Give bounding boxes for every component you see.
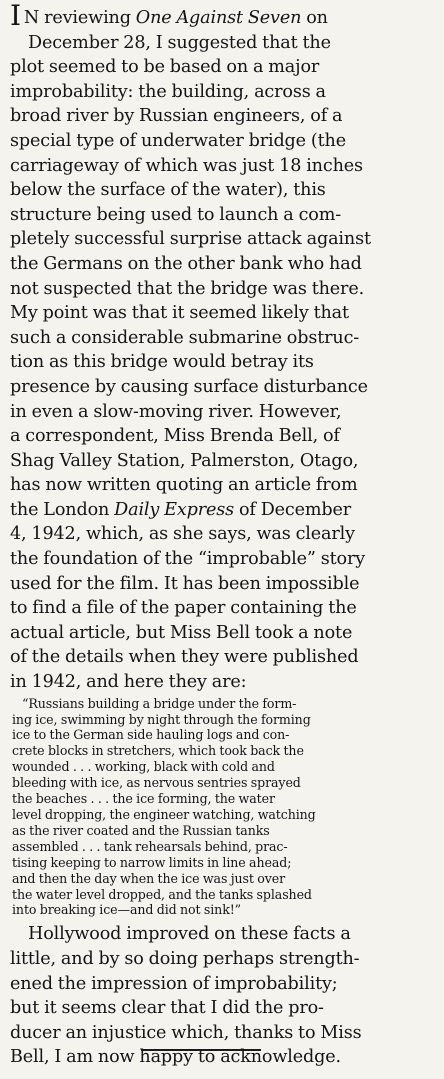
text-line	[10, 947, 440, 972]
text-line	[10, 839, 440, 855]
text-line	[10, 922, 440, 947]
line-text: but it seems clear that I did the pro-	[10, 998, 324, 1019]
text-line	[10, 424, 440, 449]
text-line	[10, 727, 440, 743]
text-line	[10, 871, 440, 887]
text-line	[10, 887, 440, 903]
text-line	[10, 31, 440, 56]
text-line	[10, 522, 440, 547]
line-text: structure being used to launch a com-	[10, 204, 342, 225]
text-line	[10, 227, 440, 252]
line-text: in 1942, and here they are:	[10, 672, 247, 693]
line-text: pletely successful surprise attack against	[10, 229, 371, 250]
line-text: wounded . . . working, black with cold and	[12, 759, 275, 775]
text-line	[10, 104, 440, 129]
line-text: and then the day when the ice was just over	[12, 870, 286, 886]
line-text: as the river coated and the Russian tanks	[12, 822, 270, 838]
text-line	[10, 621, 440, 646]
line-text: the foundation of the “improbable” story	[10, 549, 365, 570]
text-line	[10, 400, 440, 425]
text-line	[10, 178, 440, 203]
line-text: ice to the German side hauling logs and con-	[12, 727, 290, 743]
line-text: used for the film. It has been impossible	[10, 573, 360, 594]
line-text: the water level dropped, and the tanks splashed	[12, 886, 312, 902]
line-text: not suspected that the bridge was there.	[10, 278, 365, 299]
line-text: special type of underwater bridge (the	[10, 130, 346, 151]
text-line	[10, 775, 440, 791]
line-text: of December	[234, 499, 352, 520]
text-line	[10, 807, 440, 823]
text-line	[10, 449, 440, 474]
text-line	[10, 712, 440, 728]
line-text: December 28, I suggested that the	[28, 32, 331, 53]
line-text: to find a file of the paper containing the	[10, 598, 357, 619]
text-line	[10, 326, 440, 351]
line-text: of the details when they were published	[10, 647, 359, 668]
text-line	[10, 80, 440, 105]
line-text: improbability: the building, across a	[10, 81, 326, 102]
line-text: below the surface of the water), this	[10, 180, 326, 201]
text-line	[10, 473, 440, 498]
line-text: assembled . . . tank rehearsals behind, prac-	[12, 838, 288, 854]
text-line	[10, 823, 440, 839]
text-line	[10, 375, 440, 400]
text-line	[10, 902, 440, 918]
text-line	[10, 1021, 440, 1046]
line-text: bleeding with ice, as nervous sentries sprayed	[12, 775, 301, 791]
text-line	[10, 596, 440, 621]
line-text: presence by causing surface disturbance	[10, 376, 368, 397]
line-text: on	[301, 8, 328, 28]
line-text: Hollywood improved on these facts a	[28, 924, 351, 945]
line-text: N reviewing	[23, 8, 136, 28]
line-text: tising keeping to narrow limits in line ahead;	[12, 854, 292, 870]
text-line	[10, 498, 440, 523]
article-column	[10, 0, 440, 1070]
line-text: broad river by Russian engineers, of a	[10, 106, 343, 127]
text-line	[10, 301, 440, 326]
line-text: a correspondent, Miss Brenda Bell, of	[10, 426, 340, 447]
text-line	[10, 855, 440, 871]
line-text: into breaking ice—and did not sink!”	[12, 902, 242, 918]
line-text: “Russians building a bridge under the form-	[22, 695, 297, 711]
line-text: 4, 1942, which, as she says, was clearly	[10, 524, 355, 545]
text-line	[10, 743, 440, 759]
text-line	[10, 350, 440, 375]
line-text: ducer an injustice which, thanks to Miss	[10, 1022, 362, 1043]
line-text: plot seemed to be based on a major	[10, 57, 320, 78]
text-line	[10, 645, 440, 670]
text-line	[10, 55, 440, 80]
text-line	[10, 996, 440, 1021]
text-line	[10, 0, 440, 32]
text-line	[10, 696, 440, 712]
text-line	[10, 547, 440, 572]
text-line	[10, 670, 440, 695]
line-text: the Germans on the other bank who had	[10, 253, 362, 274]
line-text: the beaches . . . the ice forming, the water	[12, 791, 275, 807]
text-line	[10, 252, 440, 277]
text-line	[10, 203, 440, 228]
line-text: ened the impression of improbability;	[10, 973, 338, 994]
text-line	[10, 154, 440, 179]
text-line	[10, 129, 440, 154]
text-line	[10, 791, 440, 807]
line-text: little, and by so doing perhaps strength-	[10, 948, 360, 969]
drop-cap: I	[10, 0, 21, 32]
line-text: tion as this bridge would betray its	[10, 352, 314, 373]
line-text: carriageway of which was just 18 inches	[10, 155, 363, 176]
block-quote	[10, 696, 440, 919]
line-text: Shag Valley Station, Palmerston, Otago,	[10, 450, 359, 471]
line-text: crete blocks in stretchers, which took back the	[12, 743, 304, 759]
text-line	[10, 972, 440, 997]
line-text: such a considerable submarine obstruc-	[10, 327, 360, 348]
line-text: Bell, I am now happy to acknowledge.	[10, 1047, 341, 1068]
line-text: actual article, but Miss Bell took a note	[10, 622, 353, 643]
italic-title: Daily Express	[114, 499, 234, 520]
paragraph-1	[10, 0, 440, 695]
line-text: level dropping, the engineer watching, watching	[12, 806, 316, 822]
text-line	[10, 572, 440, 597]
line-text: in even a slow-moving river. However,	[10, 401, 342, 422]
text-line	[10, 277, 440, 302]
line-text: My point was that it seemed likely that	[10, 303, 349, 324]
end-rule	[141, 1049, 261, 1051]
line-text: has now written quoting an article from	[10, 475, 358, 496]
italic-title: One Against Seven	[135, 8, 302, 28]
paragraph-2	[10, 922, 440, 1070]
line-text: the London	[10, 499, 115, 520]
line-text: ing ice, swimming by night through the forming	[12, 711, 311, 727]
text-line	[10, 759, 440, 775]
